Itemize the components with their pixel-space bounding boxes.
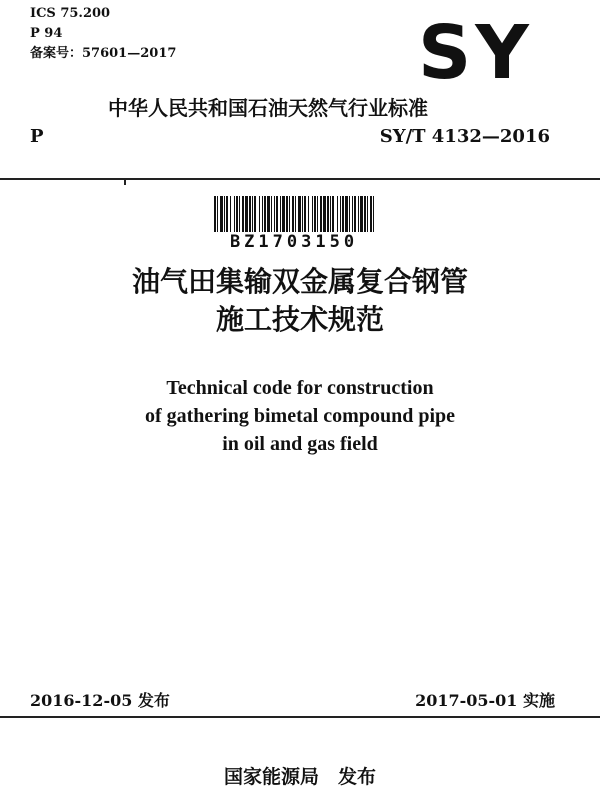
title-english-line1: Technical code for construction [166,377,434,399]
ccs-code: P 94 [30,26,63,41]
standard-category: P [30,126,44,147]
publisher: 国家能源局 发布 [223,766,376,788]
title-english-line2: of gathering bimetal compound pipe [144,405,456,427]
sy-logo: SY [418,10,533,96]
bottom-divider [0,716,600,718]
title-english-line3: in oil and gas field [222,433,378,455]
issue-date: 2016-12-05 发布 [30,691,170,710]
implement-date: 2017-05-01 实施 [415,691,555,710]
barcode-image [212,196,376,232]
standard-number: SY/T 4132—2016 [379,126,550,147]
barcode-number: BZ1703150 [229,232,359,252]
issuing-standard-body: 中华人民共和国石油天然气行业标准 [108,96,428,120]
title-chinese-line1: 油气田集输双金属复合钢管 [131,265,468,298]
title-chinese-line2: 施工技术规范 [215,303,384,336]
top-divider-ticks [0,180,600,186]
ics-code: ICS 75.200 [30,6,111,21]
record-number: 备案号：57601—2017 [30,46,177,61]
